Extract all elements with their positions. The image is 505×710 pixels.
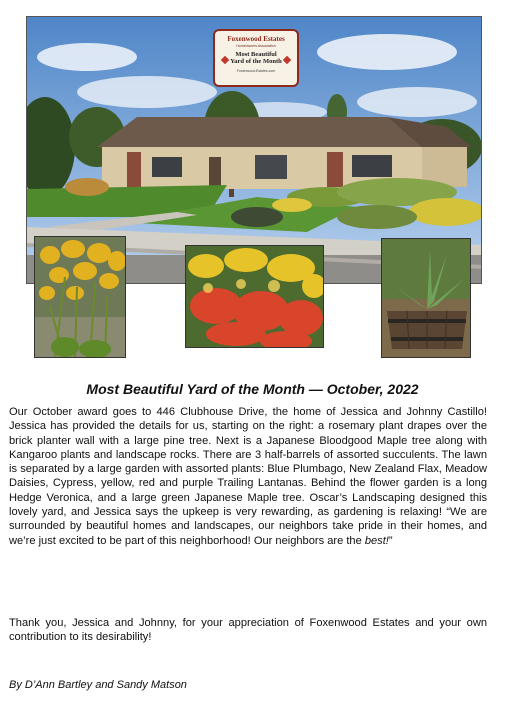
article-paragraph-2: Thank you, Jessica and Johnny, for your appreciation of Foxenwood Estates and your own contribution to its desirability! (9, 617, 487, 644)
photo-trailing-lantanas (185, 245, 324, 348)
award-badge-logo (213, 29, 299, 87)
lantana-illustration (186, 246, 324, 348)
article-title: Most Beautiful Yard of the Month — October, 2022 (86, 381, 419, 397)
photo-succulent-barrel (381, 238, 471, 358)
badge-award-line1: Most Beautiful (235, 51, 277, 58)
byline: By D’Ann Bartley and Sandy Matson (9, 679, 187, 691)
badge-award-line2: Yard of the Month (230, 58, 282, 65)
photo-kangaroo-paws (34, 236, 126, 358)
succulent-illustration (382, 239, 471, 358)
article-paragraph-1 (9, 405, 487, 548)
badge-subtitle: Homeowners Association (236, 44, 276, 48)
badge-org: Foxenwood Estates (227, 35, 285, 43)
kangaroo-paw-illustration (35, 237, 126, 358)
paragraph-1-close-quote: ” (388, 534, 393, 547)
badge-site: Foxenwood-Estates.com (236, 69, 276, 73)
paragraph-1-emphasis: best! (364, 534, 389, 547)
paragraph-1-text: Our October award goes to 446 Clubhouse Drive, the home of Jessica and Johnny Castillo! Jessica has provided the details for us, starting on the right: a rosemary plant drapes over the brick planter wall with a large pine tree. Next is a Japanese Bloodgood Maple tree along with Kangaroo plants and landscape rocks. There are 3 half-barrels of assorted succulents. The lawn is separated by a large garden with assorted plants: Blue Plumbago, New Zealand Flax, Meadow Daisies, Cypress, yellow, red and purple Trailing Lantanas. Behind the flower garden is a long Hedge Veronica, and a large green Japanese Maple tree. Oscar’s Landscaping designed this lovely yard, and Jessica says the upkeep is very rewarding, as gardening is relaxing! “We are surrounded by beautiful homes and landscapes, our neighbors take pride in their homes, and we’re just excited to be part of this neighborhood! Our neighbors are the (9, 406, 487, 547)
